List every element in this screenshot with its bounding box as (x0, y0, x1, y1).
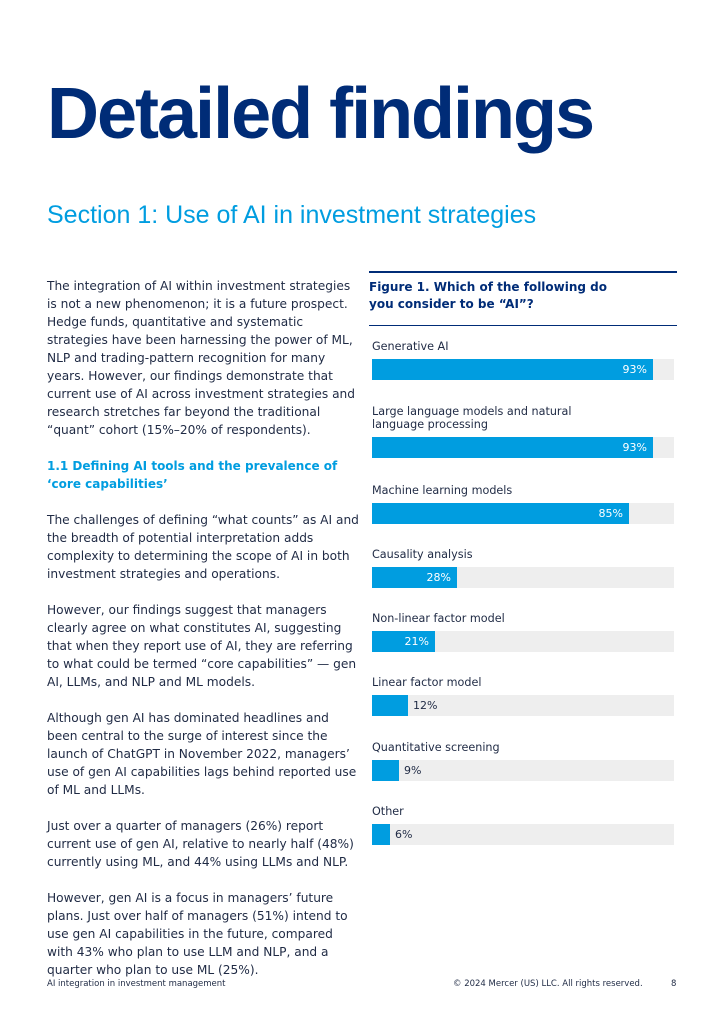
bar-item (372, 405, 674, 458)
footer-publication: AI integration in investment management (47, 979, 226, 989)
bar-track (372, 695, 674, 716)
bar-track (372, 567, 674, 588)
figure-top-rule (369, 271, 677, 273)
bar-value-label: 93% (622, 441, 647, 454)
bar-value-label: 85% (598, 507, 623, 520)
bar-track (372, 503, 674, 524)
bar-item (372, 340, 674, 380)
body-paragraph: The challenges of defining “what counts” as AI and the breadth of potential interpretation adds complexity to determining the scope of AI in both investment strategies and operations. (47, 513, 359, 581)
bar-item (372, 548, 674, 588)
bar (372, 824, 390, 845)
bar-category-label: Non-linear factor model (372, 612, 505, 625)
intro-paragraph: The integration of AI within investment strategies is not a new phenomenon; it is a future prospect. Hedge funds, quantitative and systematic strategies have been harnessing the power of ML, NLP and trading-pattern recognition for many years. However, our findings demonstrate that current use of AI across investment strategies and research stretches far beyond the traditional “quant” cohort (15%–20% of respondents). (47, 279, 356, 437)
figure-bottom-rule (369, 325, 677, 326)
bar-category-label: Large language models and natural language processing (372, 405, 572, 431)
bar-value-label: 21% (404, 635, 429, 648)
bar-category-label: Linear factor model (372, 676, 482, 689)
bar-item (372, 676, 674, 716)
bar-item (372, 805, 674, 845)
body-paragraph: However, gen AI is a focus in managers’ future plans. Just over half of managers (51%) intend to use gen AI capabilities in the future, compared with 43% who plan to use LLM and NLP, and a quarter who plan to use ML (25%). (47, 891, 348, 977)
bar-track (372, 437, 674, 458)
bar-value-label: 28% (426, 571, 451, 584)
bar-item (372, 484, 674, 524)
body-paragraph: However, our findings suggest that managers clearly agree on what constitutes AI, suggesting that when they report use of AI, they are referring to what could be termed “core capabilities” — gen AI, LLMs, and NLP and ML models. (47, 603, 357, 689)
bar-category-label: Generative AI (372, 340, 449, 353)
bar (372, 437, 653, 458)
body-text-column (47, 277, 359, 997)
bar (372, 760, 399, 781)
bar-value-label: 93% (622, 363, 647, 376)
bar-track (372, 359, 674, 380)
body-paragraph: Just over a quarter of managers (26%) report current use of gen AI, relative to nearly half (48%) currently using ML, and 44% using LLMs and NLP. (47, 819, 354, 869)
bar-value-label: 12% (413, 699, 438, 712)
section-heading: Section 1: Use of AI in investment strategies (47, 201, 537, 229)
bar-value-label: 6% (395, 828, 413, 841)
bar-track (372, 824, 674, 845)
bar-item (372, 741, 674, 781)
bar (372, 359, 653, 380)
bar (372, 695, 408, 716)
page-title: Detailed findings (47, 74, 594, 154)
bar-track (372, 631, 674, 652)
bar-category-label: Other (372, 805, 404, 818)
footer-copyright: © 2024 Mercer (US) LLC. All rights reserved. (453, 979, 643, 989)
bar-category-label: Causality analysis (372, 548, 473, 561)
bar-item (372, 612, 674, 652)
bar-track (372, 760, 674, 781)
figure-1 (369, 271, 677, 841)
figure-title: Figure 1. Which of the following do you consider to be “AI”? (369, 280, 608, 311)
bar-category-label: Machine learning models (372, 484, 513, 497)
subheading: 1.1 Defining AI tools and the prevalence of ‘core capabilities’ (47, 459, 338, 491)
bar-value-label: 9% (404, 764, 422, 777)
bar-category-label: Quantitative screening (372, 741, 500, 754)
bar (372, 503, 629, 524)
page-number: 8 (671, 979, 677, 989)
body-paragraph: Although gen AI has dominated headlines and been central to the surge of interest since the launch of ChatGPT in November 2022, managers’ use of gen AI capabilities lags behind reported use of ML and LLMs. (47, 711, 357, 797)
